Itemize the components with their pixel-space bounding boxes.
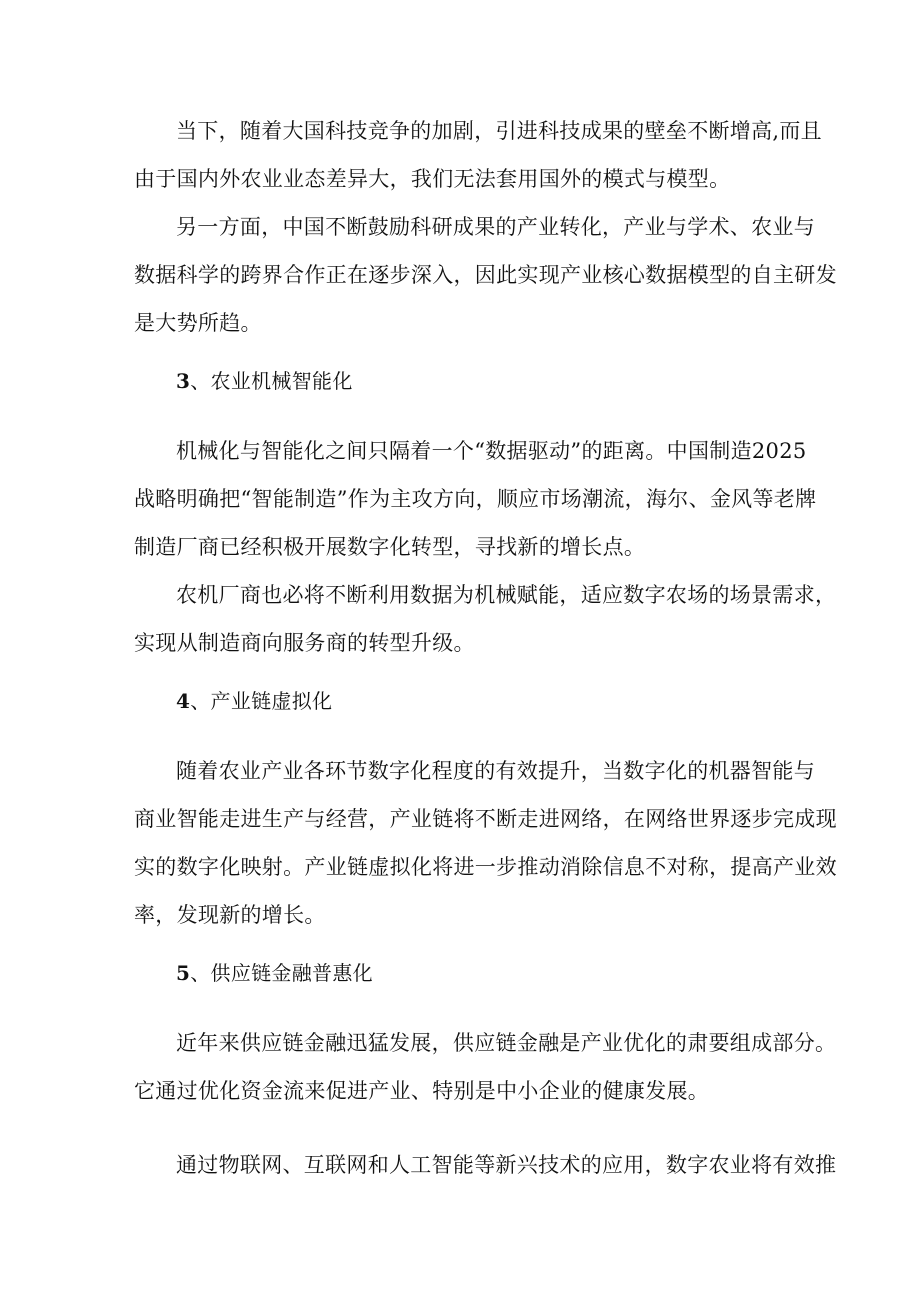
paragraph-line: 商业智能走进生产与经营，产业链将不断走进网络，在网络世界逐步完成现 bbox=[134, 807, 837, 831]
paragraph-line: 随着农业产业各环节数字化程度的有效提升，当数字化的机器智能与 bbox=[176, 759, 815, 783]
section-title: 、产业链虚拟化 bbox=[190, 689, 333, 713]
paragraph-line: 农机厂商也必将不断利用数据为机械赋能，适应数字农场的场景需求， bbox=[176, 583, 837, 607]
paragraph-line: 由于国内外农业业态差异大，我们无法套用国外的模式与模型。 bbox=[134, 167, 731, 191]
section-title: 、供应链金融普惠化 bbox=[190, 961, 373, 985]
paragraph-line: 实现从制造商向服务商的转型升级。 bbox=[134, 631, 475, 655]
section-heading bbox=[176, 366, 353, 396]
paragraph-line: 它通过优化资金流来促进产业、特别是中小企业的健康发展。 bbox=[134, 1079, 710, 1103]
paragraph-line: 另一方面，中国不断鼓励科研成果的产业转化，产业与学术、农业与 bbox=[176, 215, 815, 239]
paragraph-line: 率，发现新的增长。 bbox=[134, 903, 326, 927]
paragraph-line: 数据科学的跨界合作正在逐步深入，因此实现产业核心数据模型的自主研发 bbox=[134, 263, 837, 287]
paragraph-line: 当下，随着大国科技竞争的加剧，引进科技成果的壁垒不断增高,而且 bbox=[176, 119, 822, 143]
paragraph-line: 实的数字化映射。产业链虚拟化将进一步推动消除信息不对称，提高产业效 bbox=[134, 855, 837, 879]
paragraph-line: 机械化与智能化之间只隔着一个“数据驱动”的距离。中国制造2025 bbox=[176, 439, 807, 463]
section-number: 3 bbox=[176, 369, 191, 393]
section-title: 、农业机械智能化 bbox=[190, 369, 353, 393]
paragraph-line: 是大势所趋。 bbox=[134, 311, 262, 335]
paragraph-line: 近年来供应链金融迅猛发展，供应链金融是产业优化的肃要组成部分。 bbox=[176, 1031, 837, 1055]
paragraph-line: 战略明确把“智能制造”作为主攻方向，顺应市场潮流，海尔、金风等老牌 bbox=[134, 487, 817, 511]
section-number: 4 bbox=[176, 689, 191, 713]
section-heading bbox=[176, 958, 373, 988]
paragraph-line: 制造厂商已经积极开展数字化转型，寻找新的增长点。 bbox=[134, 535, 646, 559]
paragraph-line: 通过物联网、互联网和人工智能等新兴技术的应用，数字农业将有效推 bbox=[176, 1153, 837, 1177]
section-number: 5 bbox=[176, 961, 191, 985]
section-heading bbox=[176, 686, 332, 716]
